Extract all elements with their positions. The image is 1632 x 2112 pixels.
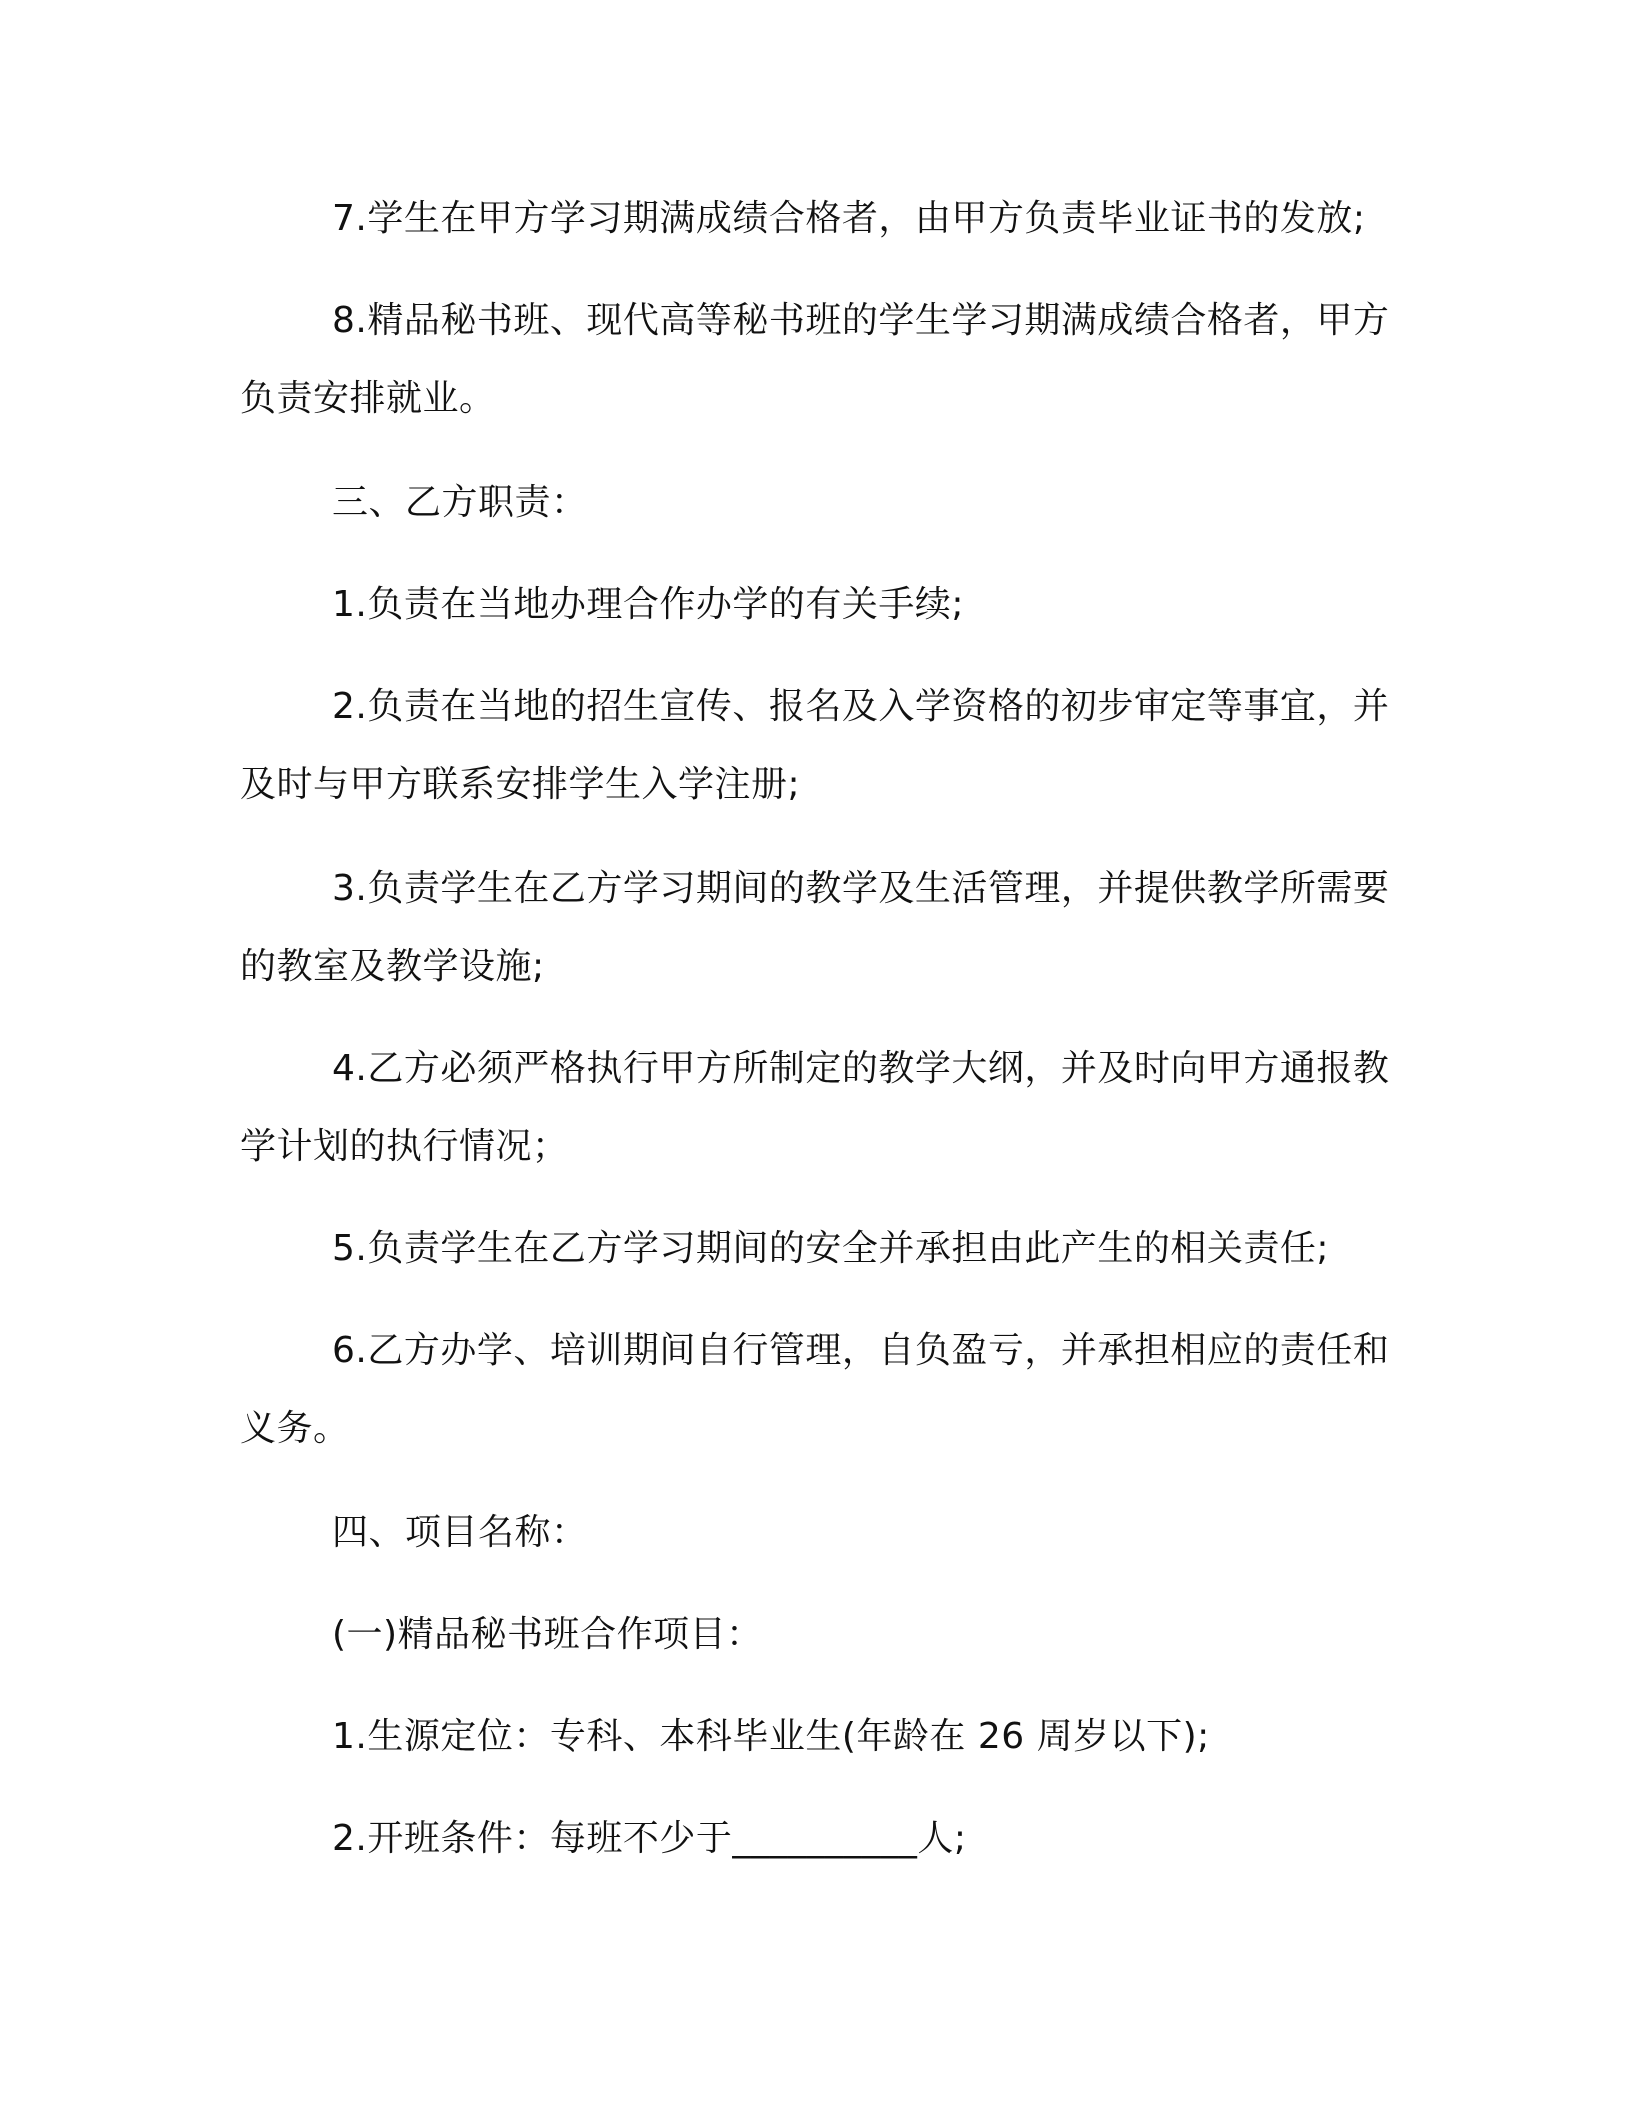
paragraph-7-diploma: 7.学生在甲方学习期满成绩合格者，由甲方负责毕业证书的发放;: [332, 198, 1366, 239]
paragraph-p1-student-source: 1.生源定位：专科、本科毕业生(年龄在 26 周岁以下);: [332, 1716, 1210, 1757]
paragraph-b4-syllabus: 4.乙方必须严格执行甲方所制定的教学大纲，并及时向甲方通报教学计划的执行情况；: [240, 1048, 1390, 1167]
paragraph-b1-procedures: 1.负责在当地办理合作办学的有关手续;: [332, 584, 964, 625]
section-heading-party-b-duties: 三、乙方职责：: [332, 482, 588, 523]
paragraph-b3-management: 3.负责学生在乙方学习期间的教学及生活管理，并提供教学所需要的教室及教学设施;: [240, 868, 1390, 987]
subsection-heading-secretary-class: (一)精品秘书班合作项目：: [332, 1614, 763, 1655]
paragraph-p2-class-condition: 2.开班条件：每班不少于__________人;: [332, 1818, 967, 1859]
paragraph-b2-enrollment: 2.负责在当地的招生宣传、报名及入学资格的初步审定等事宜，并及时与甲方联系安排学生入学注册;: [240, 686, 1390, 805]
section-heading-project-name: 四、项目名称：: [332, 1512, 588, 1553]
paragraph-b5-safety: 5.负责学生在乙方学习期间的安全并承担由此产生的相关责任;: [332, 1228, 1329, 1269]
paragraph-b6-self-management: 6.乙方办学、培训期间自行管理，自负盈亏，并承担相应的责任和义务。: [240, 1330, 1390, 1449]
paragraph-8-employment: 8.精品秘书班、现代高等秘书班的学生学习期满成绩合格者，甲方负责安排就业。: [240, 300, 1390, 419]
